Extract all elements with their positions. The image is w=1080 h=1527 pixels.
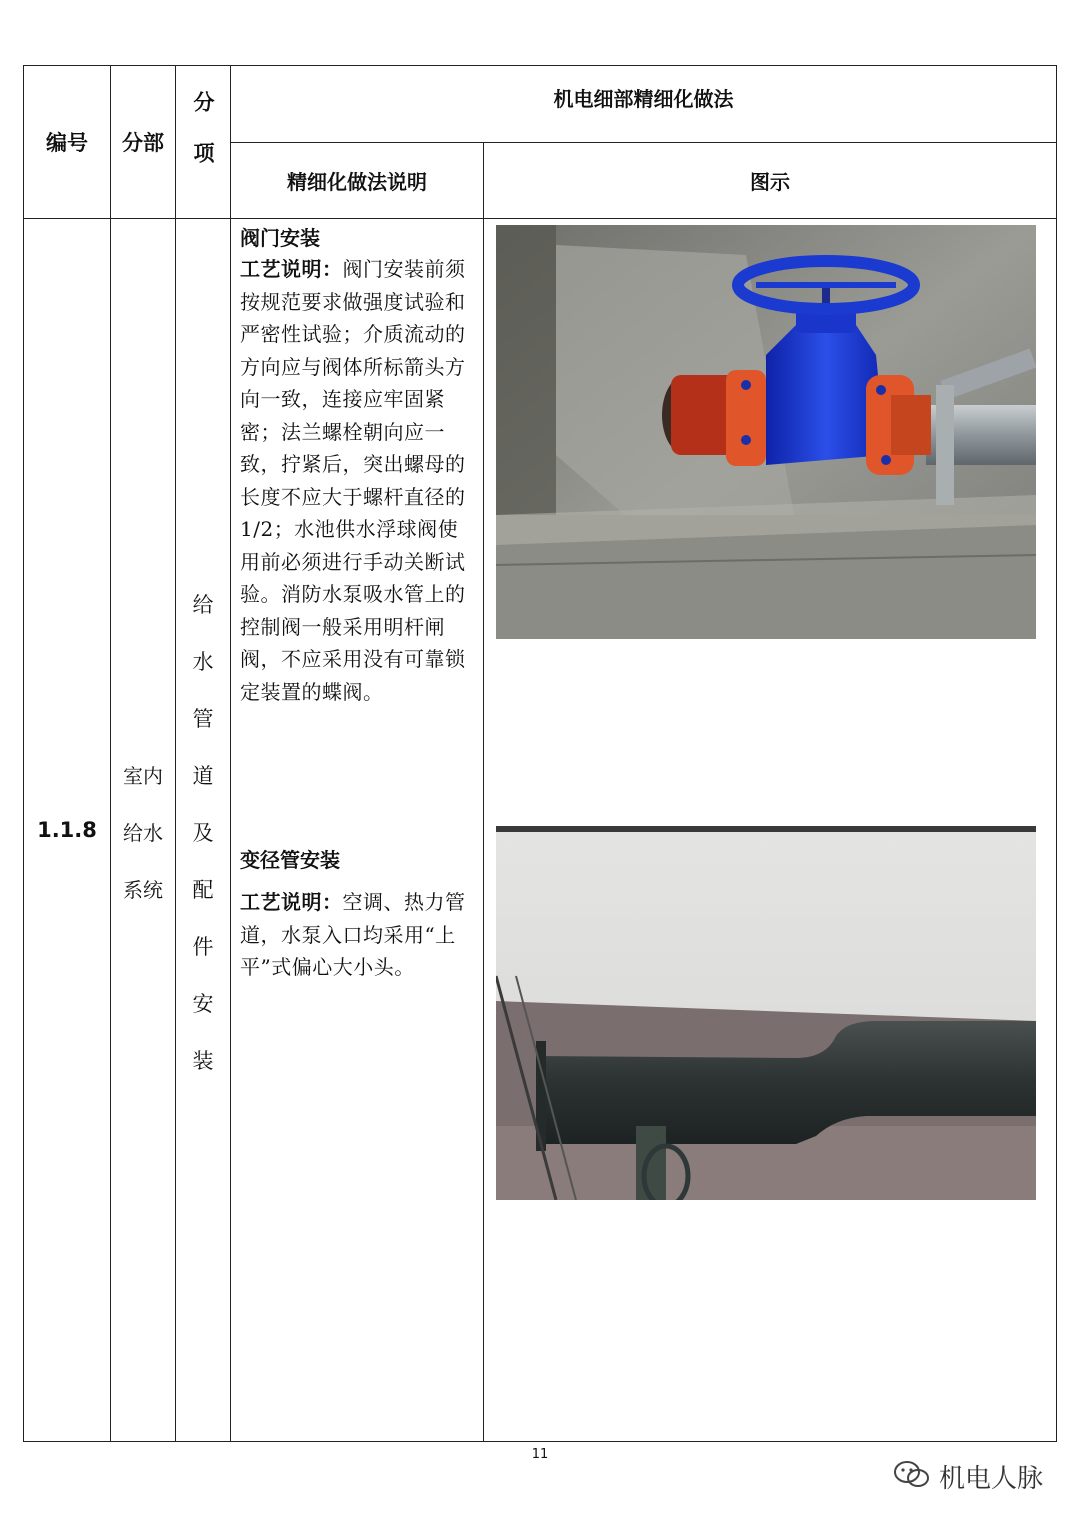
division-line: 室内 [123,764,163,788]
section-text-reducer [240,886,476,984]
item-char: 管 [192,707,214,731]
header-item-label: 分项 [191,91,215,193]
process-label: 工艺说明： [240,890,343,914]
item-char: 水 [192,650,214,674]
valve-illustration [496,225,1036,639]
watermark-text: 机电人脉 [939,1464,1044,1494]
process-text: 空调、热力管道，水泵入口均采用“上平”式偏心大小头。 [240,890,466,979]
process-text: 阀门安装前须按规范要求做强度试验和严密性试验；介质流动的方向应与阀体所标箭头方向一致，连接应牢固紧密；法兰螺栓朝向应一致，拧紧后，突出螺母的长度不应大于螺杆直径的1/2；水池供水浮球阀使用前必须进行手动关断试验。消防水泵吸水管上的控制阀一般采用明杆闸阀，不应采用没有可靠锁定装置的蝶阀。 [240,257,466,704]
header-group-title: 机电细部精细化做法 [553,86,734,111]
division-line: 给水 [123,821,163,845]
header-description: 精细化做法说明 [287,170,427,194]
wechat-icon [893,1460,931,1494]
item-char: 及 [192,821,214,845]
section-title-valve: 阀门安装 [240,226,320,250]
item-char: 件 [192,935,214,959]
valve-photo [496,225,1036,639]
header-item [176,66,230,218]
item-char: 配 [192,878,214,902]
item-char: 道 [192,764,214,788]
division-line: 系统 [123,878,163,902]
row-division [111,748,175,919]
page-number: 11 [531,1447,549,1462]
process-label: 工艺说明： [240,257,343,281]
section-text-valve [240,253,476,708]
reducer-illustration [496,826,1036,1200]
header-division: 分部 [122,131,164,155]
watermark [893,1458,1043,1495]
section-title-reducer: 变径管安装 [240,848,340,872]
row-number: 1.1.8 [37,818,97,842]
item-char: 给 [192,593,214,617]
item-char: 装 [192,1049,214,1073]
item-char: 安 [192,992,214,1016]
header-number: 编号 [46,131,88,155]
header-illustration: 图示 [750,170,790,194]
reducer-photo [496,826,1036,1200]
row-item [176,577,230,1090]
